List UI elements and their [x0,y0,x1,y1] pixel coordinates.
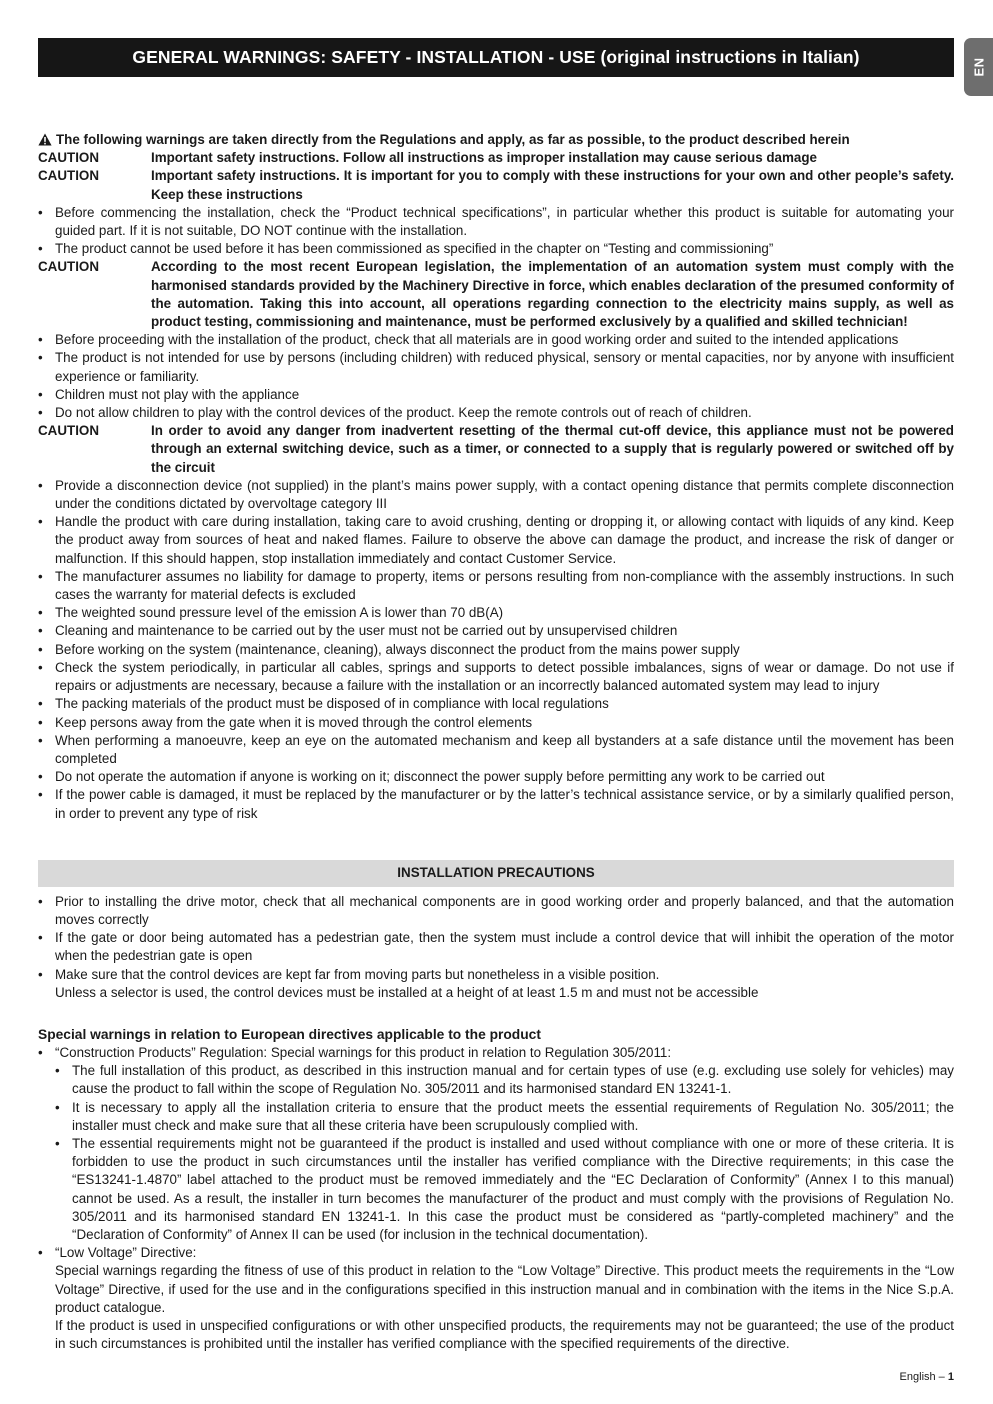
warning-triangle-icon [38,133,52,146]
list-item: • Do not allow children to play with the control devices of the product. Keep the remote controls out of reach of children. [38,404,954,422]
installation-list [38,893,954,1002]
language-tab-label: EN [971,57,986,77]
list-item: • Cleaning and maintenance to be carried out by the user must not be carried out by unsupervised children [38,622,954,640]
list-item [38,1044,954,1244]
list-item: • Before commencing the installation, check the “Product technical specifications”, in particular whether this product is suitable for automating your guided part. If it is not suitable, DO NOT continue with the installation. [38,204,954,240]
caution-text: According to the most recent European legislation, the implementation of an automation system must comply with the harmonised standards provided by the Machinery Directive in force, which enables declaration of the presumed conformity of the automation. Taking this into account, all operations regarding connection to the electricity mains supply, as well as product testing, commissioning and maintenance, must be performed exclusively by a qualified and skilled technician! [151,259,954,330]
warning-list [38,477,954,823]
caution-text: Important safety instructions. It is important for you to comply with these instructions for your own and other people’s safety. Keep these instructions [151,168,954,202]
cpr-heading: “Construction Products” Regulation: Special warnings for this product in relation to Regulation 305/2011: [55,1044,672,1060]
section-heading-bar [38,860,954,887]
list-item: • The packing materials of the product must be disposed of in compliance with local regulations [38,695,954,713]
list-item: • Handle the product with care during installation, taking care to avoid crushing, denting or dropping it, or allowing contact with liquids of any kind. Keep the product away from sources of heat and naked flames. Failure to observe the above can damage the product, and increase the risk of danger or malfunction. If this should happen, stop installation immediately and contact Customer Service. [38,513,954,568]
caution-block [38,422,954,477]
lvd-heading: “Low Voltage” Directive: [55,1245,197,1261]
list-item: • If the gate or door being automated has a pedestrian gate, then the system must include a control device that will inhibit the operation of the motor when the pedestrian gate is open [38,929,954,965]
list-item: • Keep persons away from the gate when it is moved through the control elements [38,714,954,732]
list-item [38,1244,954,1353]
caution-label: CAUTION [38,150,99,166]
page-footer [900,1371,954,1383]
caution-text: In order to avoid any danger from inadvertent resetting of the thermal cut-off device, this appliance must not be powered through an external switching device, such as a timer, or connected to a supply that is regularly powered or switched off by the circuit [151,423,954,475]
cpr-sublist [55,1062,954,1244]
list-item-text: Make sure that the control devices are kept far from moving parts but nonetheless in a visible position. [55,966,660,982]
list-item: • Children must not play with the appliance [38,386,954,404]
caution-label: CAUTION [38,259,99,275]
list-item: • When performing a manoeuvre, keep an eye on the automated mechanism and keep all bystanders at a safe distance until the movement has been completed [38,732,954,768]
page-title: GENERAL WARNINGS: SAFETY - INSTALLATION - USE (original instructions in Italian) [132,47,860,67]
language-tab [964,38,993,96]
caution-block [38,258,954,331]
intro-line [38,131,954,149]
caution-block [38,149,954,167]
caution-label: CAUTION [38,168,99,184]
list-item [38,966,954,1002]
list-item: • Check the system periodically, in particular all cables, springs and supports to detect possible imbalances, signs of wear or damage. Do not use if repairs or adjustments are necessary, because a failure with the installation or an incorrectly balanced automated system may lead to injury [38,659,954,695]
list-item: • The weighted sound pressure level of the emission A is lower than 70 dB(A) [38,604,954,622]
sublist-item: • The full installation of this product, as described in this instruction manual and for certain types of use (e.g. excluding use solely for vehicles) may cause the product to fall within the scope of Regulation No. 305/2011 and its harmonised standard EN 13241-1. [55,1062,954,1098]
sublist-item: • It is necessary to apply all the installation criteria to ensure that the product meets the essential requirements of Regulation No. 305/2011; the installer must check and make sure that all these criteria have been scrupulously complied with. [55,1099,954,1135]
section-heading: INSTALLATION PRECAUTIONS [397,865,595,881]
subsection-heading: Special warnings in relation to European directives applicable to the product [38,1026,541,1042]
list-item: • Before working on the system (maintenance, cleaning), always disconnect the product from the mains power supply [38,641,954,659]
lvd-paragraph: Special warnings regarding the fitness of use of this product in relation to the “Low Voltage” Directive. This product meets the requirements in the “Low Voltage” Directive, if used for the use and in the configurations specified in this instruction manual and in combination with the items in the Nice S.p.A. product catalogue. [55,1263,954,1315]
list-item: • Provide a disconnection device (not supplied) in the plant’s mains power supply, with a contact opening distance that permits complete disconnection under the conditions dictated by overvoltage category III [38,477,954,513]
page-number: 1 [947,1371,954,1383]
list-item: • The product cannot be used before it has been commissioned as specified in the chapter on “Testing and commissioning” [38,240,954,258]
directives-list [38,1044,954,1353]
warning-list [38,204,954,259]
lvd-paragraph: If the product is used in unspecified configurations or with other unspecified products, the requirements may not be guaranteed; the use of the product in such circumstances is prohibited until the installer has verified compliance with the specified requirements of the directive. [55,1317,954,1352]
caution-text: Important safety instructions. Follow all instructions as improper installation may cause serious damage [151,150,817,166]
caution-block [38,167,954,203]
sublist-item: • The essential requirements might not be guaranteed if the product is installed and used without compliance with one or more of these criteria. It is forbidden to use the product in such circumstances until the installer has verified compliance with the Directive requirements; in this case the “ES13241-1.4870” label attached to the product must be removed immediately and the “EC Declaration of Conformity” (Annex I to this manual) cannot be used. As a result, the installer in turn becomes the manufacturer of the product and must comply with the provisions of Regulation No. 305/2011 and its harmonised standard EN 13241-1. In this case the product must be considered as “partly-completed machinery” and the “Declaration of Conformity” of Annex II can be used (for inclusion in the technical documentation). [55,1135,954,1244]
list-item: • Do not operate the automation if anyone is working on it; disconnect the power supply before permitting any work to be carried out [38,768,954,786]
list-item: • The product is not intended for use by persons (including children) with reduced physical, sensory or mental capacities, nor by anyone with insufficient experience or familiarity. [38,349,954,385]
warning-list [38,331,954,422]
footer-language: English – [899,1371,945,1383]
list-item: • Before proceeding with the installation of the product, check that all materials are in good working order and suited to the intended applications [38,331,954,349]
list-item-continuation: Unless a selector is used, the control devices must be installed at a height of at least 1.5 m and must not be accessible [55,984,759,1000]
intro-text: The following warnings are taken directly from the Regulations and apply, as far as possible, to the product described herein [56,132,850,147]
page-title-bar [38,38,954,77]
list-item: • If the power cable is damaged, it must be replaced by the manufacturer or by the latter’s technical assistance service, or by a similarly qualified person, in order to prevent any type of risk [38,786,954,822]
caution-label: CAUTION [38,423,99,439]
list-item: • The manufacturer assumes no liability for damage to property, items or persons resulting from non-compliance with the assembly instructions. In such cases the warranty for material defects is excluded [38,568,954,604]
list-item: • Prior to installing the drive motor, check that all mechanical components are in good working order and properly balanced, and that the automation moves correctly [38,893,954,929]
document-body [38,131,954,1353]
